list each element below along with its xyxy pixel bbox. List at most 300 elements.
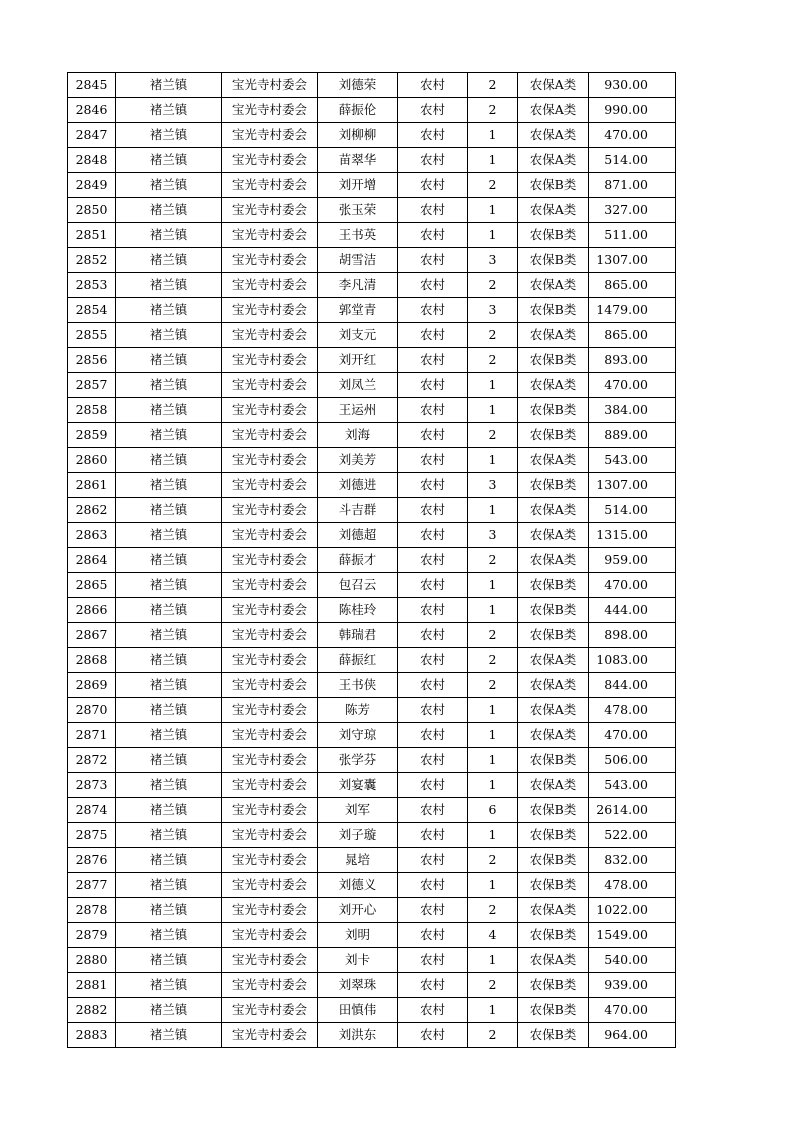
cell-town: 褚兰镇 [116, 948, 222, 973]
cell-household-type: 农村 [398, 98, 468, 123]
cell-town: 褚兰镇 [116, 98, 222, 123]
cell-household-type: 农村 [398, 898, 468, 923]
cell-household-type: 农村 [398, 173, 468, 198]
table-row [68, 798, 676, 823]
cell-household-type: 农村 [398, 148, 468, 173]
cell-amount: 511.00 [589, 223, 676, 248]
cell-town: 褚兰镇 [116, 823, 222, 848]
cell-village-committee: 宝光寺村委会 [222, 298, 318, 323]
cell-household-type: 农村 [398, 273, 468, 298]
table-row [68, 848, 676, 873]
cell-town: 褚兰镇 [116, 648, 222, 673]
cell-recipient-name: 胡雪洁 [318, 248, 398, 273]
cell-village-committee: 宝光寺村委会 [222, 448, 318, 473]
cell-recipient-name: 刘柳柳 [318, 123, 398, 148]
cell-amount: 930.00 [589, 73, 676, 98]
cell-recipient-name: 刘洪东 [318, 1023, 398, 1048]
cell-village-committee: 宝光寺村委会 [222, 273, 318, 298]
table-row [68, 548, 676, 573]
cell-recipient-name: 张学芬 [318, 748, 398, 773]
cell-village-committee: 宝光寺村委会 [222, 373, 318, 398]
cell-household-size: 3 [468, 248, 518, 273]
cell-town: 褚兰镇 [116, 848, 222, 873]
cell-serial-number: 2849 [68, 173, 116, 198]
table-row [68, 73, 676, 98]
cell-household-size: 2 [468, 273, 518, 298]
cell-recipient-name: 刘美芳 [318, 448, 398, 473]
cell-amount: 384.00 [589, 398, 676, 423]
cell-household-type: 农村 [398, 873, 468, 898]
cell-town: 褚兰镇 [116, 773, 222, 798]
cell-recipient-name: 刘德进 [318, 473, 398, 498]
table-row [68, 898, 676, 923]
cell-recipient-name: 刘翠珠 [318, 973, 398, 998]
cell-household-type: 农村 [398, 773, 468, 798]
table-row [68, 948, 676, 973]
cell-recipient-name: 刘明 [318, 923, 398, 948]
cell-insurance-category: 农保B类 [518, 598, 589, 623]
table-row [68, 498, 676, 523]
cell-amount: 865.00 [589, 273, 676, 298]
cell-serial-number: 2861 [68, 473, 116, 498]
cell-recipient-name: 刘德超 [318, 523, 398, 548]
cell-village-committee: 宝光寺村委会 [222, 698, 318, 723]
cell-household-size: 1 [468, 198, 518, 223]
cell-recipient-name: 晁培 [318, 848, 398, 873]
cell-amount: 514.00 [589, 148, 676, 173]
cell-household-type: 农村 [398, 298, 468, 323]
cell-insurance-category: 农保A类 [518, 148, 589, 173]
cell-household-size: 1 [468, 598, 518, 623]
cell-village-committee: 宝光寺村委会 [222, 623, 318, 648]
cell-town: 褚兰镇 [116, 798, 222, 823]
table-row [68, 598, 676, 623]
cell-village-committee: 宝光寺村委会 [222, 348, 318, 373]
cell-recipient-name: 刘宴囊 [318, 773, 398, 798]
table-row [68, 623, 676, 648]
cell-household-size: 2 [468, 548, 518, 573]
cell-household-type: 农村 [398, 423, 468, 448]
cell-town: 褚兰镇 [116, 148, 222, 173]
cell-amount: 543.00 [589, 448, 676, 473]
cell-household-size: 2 [468, 348, 518, 373]
cell-amount: 540.00 [589, 948, 676, 973]
cell-recipient-name: 刘子璇 [318, 823, 398, 848]
cell-village-committee: 宝光寺村委会 [222, 498, 318, 523]
cell-amount: 1083.00 [589, 648, 676, 673]
cell-household-type: 农村 [398, 573, 468, 598]
cell-insurance-category: 农保A类 [518, 448, 589, 473]
cell-insurance-category: 农保B类 [518, 423, 589, 448]
cell-household-size: 1 [468, 373, 518, 398]
cell-serial-number: 2864 [68, 548, 116, 573]
cell-recipient-name: 韩瑞君 [318, 623, 398, 648]
cell-serial-number: 2846 [68, 98, 116, 123]
cell-serial-number: 2877 [68, 873, 116, 898]
cell-insurance-category: 农保A类 [518, 548, 589, 573]
cell-town: 褚兰镇 [116, 298, 222, 323]
table-row [68, 473, 676, 498]
table-row [68, 1023, 676, 1048]
cell-village-committee: 宝光寺村委会 [222, 398, 318, 423]
cell-village-committee: 宝光寺村委会 [222, 248, 318, 273]
cell-household-size: 2 [468, 323, 518, 348]
cell-town: 褚兰镇 [116, 248, 222, 273]
cell-insurance-category: 农保B类 [518, 748, 589, 773]
cell-insurance-category: 农保B类 [518, 848, 589, 873]
cell-town: 褚兰镇 [116, 573, 222, 598]
cell-town: 褚兰镇 [116, 198, 222, 223]
cell-serial-number: 2865 [68, 573, 116, 598]
cell-amount: 1315.00 [589, 523, 676, 548]
cell-amount: 865.00 [589, 323, 676, 348]
cell-town: 褚兰镇 [116, 923, 222, 948]
cell-village-committee: 宝光寺村委会 [222, 823, 318, 848]
cell-town: 褚兰镇 [116, 323, 222, 348]
cell-town: 褚兰镇 [116, 698, 222, 723]
cell-insurance-category: 农保A类 [518, 773, 589, 798]
cell-serial-number: 2859 [68, 423, 116, 448]
cell-village-committee: 宝光寺村委会 [222, 423, 318, 448]
cell-village-committee: 宝光寺村委会 [222, 923, 318, 948]
cell-household-size: 1 [468, 748, 518, 773]
cell-household-type: 农村 [398, 648, 468, 673]
cell-household-type: 农村 [398, 73, 468, 98]
cell-insurance-category: 农保B类 [518, 573, 589, 598]
cell-village-committee: 宝光寺村委会 [222, 748, 318, 773]
cell-household-size: 1 [468, 948, 518, 973]
cell-town: 褚兰镇 [116, 373, 222, 398]
cell-recipient-name: 刘支元 [318, 323, 398, 348]
cell-amount: 506.00 [589, 748, 676, 773]
table-row [68, 873, 676, 898]
cell-village-committee: 宝光寺村委会 [222, 198, 318, 223]
cell-town: 褚兰镇 [116, 748, 222, 773]
cell-household-size: 2 [468, 648, 518, 673]
cell-amount: 1022.00 [589, 898, 676, 923]
cell-village-committee: 宝光寺村委会 [222, 173, 318, 198]
cell-amount: 470.00 [589, 998, 676, 1023]
cell-village-committee: 宝光寺村委会 [222, 473, 318, 498]
cell-serial-number: 2880 [68, 948, 116, 973]
cell-amount: 444.00 [589, 598, 676, 623]
cell-serial-number: 2882 [68, 998, 116, 1023]
cell-recipient-name: 陈桂玲 [318, 598, 398, 623]
cell-recipient-name: 陈芳 [318, 698, 398, 723]
cell-town: 褚兰镇 [116, 673, 222, 698]
cell-serial-number: 2853 [68, 273, 116, 298]
cell-town: 褚兰镇 [116, 273, 222, 298]
cell-household-type: 农村 [398, 323, 468, 348]
cell-serial-number: 2875 [68, 823, 116, 848]
cell-recipient-name: 刘开心 [318, 898, 398, 923]
table-row [68, 698, 676, 723]
cell-town: 褚兰镇 [116, 498, 222, 523]
cell-amount: 514.00 [589, 498, 676, 523]
cell-town: 褚兰镇 [116, 448, 222, 473]
cell-household-type: 农村 [398, 798, 468, 823]
table-row [68, 573, 676, 598]
cell-village-committee: 宝光寺村委会 [222, 848, 318, 873]
cell-insurance-category: 农保B类 [518, 798, 589, 823]
cell-insurance-category: 农保B类 [518, 398, 589, 423]
cell-household-size: 1 [468, 873, 518, 898]
cell-household-type: 农村 [398, 923, 468, 948]
cell-insurance-category: 农保A类 [518, 898, 589, 923]
cell-household-type: 农村 [398, 398, 468, 423]
relief-roster-table [67, 72, 676, 1048]
cell-amount: 964.00 [589, 1023, 676, 1048]
cell-household-type: 农村 [398, 498, 468, 523]
cell-town: 褚兰镇 [116, 73, 222, 98]
table-row [68, 773, 676, 798]
cell-serial-number: 2876 [68, 848, 116, 873]
cell-household-type: 农村 [398, 248, 468, 273]
cell-household-size: 2 [468, 673, 518, 698]
cell-recipient-name: 薛振红 [318, 648, 398, 673]
cell-recipient-name: 薛振才 [318, 548, 398, 573]
cell-household-type: 农村 [398, 723, 468, 748]
cell-household-size: 2 [468, 423, 518, 448]
cell-insurance-category: 农保A类 [518, 273, 589, 298]
cell-serial-number: 2854 [68, 298, 116, 323]
cell-household-type: 农村 [398, 848, 468, 873]
cell-serial-number: 2857 [68, 373, 116, 398]
cell-household-type: 农村 [398, 823, 468, 848]
cell-amount: 2614.00 [589, 798, 676, 823]
cell-town: 褚兰镇 [116, 1023, 222, 1048]
cell-serial-number: 2868 [68, 648, 116, 673]
cell-serial-number: 2874 [68, 798, 116, 823]
cell-serial-number: 2860 [68, 448, 116, 473]
cell-serial-number: 2845 [68, 73, 116, 98]
table-row [68, 998, 676, 1023]
cell-amount: 871.00 [589, 173, 676, 198]
cell-household-type: 农村 [398, 948, 468, 973]
cell-household-size: 4 [468, 923, 518, 948]
cell-recipient-name: 刘凤兰 [318, 373, 398, 398]
cell-recipient-name: 斗吉群 [318, 498, 398, 523]
table-row [68, 148, 676, 173]
cell-serial-number: 2858 [68, 398, 116, 423]
cell-amount: 470.00 [589, 723, 676, 748]
cell-amount: 893.00 [589, 348, 676, 373]
cell-serial-number: 2856 [68, 348, 116, 373]
cell-recipient-name: 李凡清 [318, 273, 398, 298]
cell-household-size: 1 [468, 998, 518, 1023]
cell-household-type: 农村 [398, 548, 468, 573]
cell-town: 褚兰镇 [116, 548, 222, 573]
cell-serial-number: 2883 [68, 1023, 116, 1048]
cell-household-size: 2 [468, 73, 518, 98]
cell-town: 褚兰镇 [116, 598, 222, 623]
cell-village-committee: 宝光寺村委会 [222, 573, 318, 598]
cell-village-committee: 宝光寺村委会 [222, 73, 318, 98]
cell-insurance-category: 农保B类 [518, 923, 589, 948]
cell-insurance-category: 农保A类 [518, 698, 589, 723]
cell-town: 褚兰镇 [116, 898, 222, 923]
table-row [68, 398, 676, 423]
table-row [68, 273, 676, 298]
cell-town: 褚兰镇 [116, 473, 222, 498]
cell-town: 褚兰镇 [116, 873, 222, 898]
cell-household-type: 农村 [398, 748, 468, 773]
cell-insurance-category: 农保A类 [518, 98, 589, 123]
cell-insurance-category: 农保A类 [518, 673, 589, 698]
cell-amount: 522.00 [589, 823, 676, 848]
cell-village-committee: 宝光寺村委会 [222, 773, 318, 798]
cell-serial-number: 2851 [68, 223, 116, 248]
cell-household-type: 农村 [398, 198, 468, 223]
cell-serial-number: 2872 [68, 748, 116, 773]
cell-village-committee: 宝光寺村委会 [222, 223, 318, 248]
cell-amount: 470.00 [589, 123, 676, 148]
cell-town: 褚兰镇 [116, 123, 222, 148]
cell-insurance-category: 农保B类 [518, 473, 589, 498]
cell-amount: 898.00 [589, 623, 676, 648]
cell-recipient-name: 苗翠华 [318, 148, 398, 173]
cell-household-size: 2 [468, 973, 518, 998]
cell-insurance-category: 农保B类 [518, 298, 589, 323]
cell-amount: 470.00 [589, 373, 676, 398]
cell-household-size: 3 [468, 523, 518, 548]
cell-village-committee: 宝光寺村委会 [222, 148, 318, 173]
cell-household-size: 1 [468, 123, 518, 148]
cell-recipient-name: 刘守琼 [318, 723, 398, 748]
table-row [68, 323, 676, 348]
cell-amount: 1479.00 [589, 298, 676, 323]
table-row [68, 923, 676, 948]
cell-recipient-name: 王书英 [318, 223, 398, 248]
cell-insurance-category: 农保B类 [518, 623, 589, 648]
table-row [68, 373, 676, 398]
cell-household-type: 农村 [398, 623, 468, 648]
cell-town: 褚兰镇 [116, 973, 222, 998]
cell-serial-number: 2848 [68, 148, 116, 173]
cell-village-committee: 宝光寺村委会 [222, 723, 318, 748]
cell-village-committee: 宝光寺村委会 [222, 323, 318, 348]
cell-village-committee: 宝光寺村委会 [222, 798, 318, 823]
relief-roster-table-container [67, 72, 676, 1048]
cell-insurance-category: 农保B类 [518, 873, 589, 898]
cell-town: 褚兰镇 [116, 998, 222, 1023]
cell-serial-number: 2878 [68, 898, 116, 923]
cell-insurance-category: 农保A类 [518, 948, 589, 973]
cell-village-committee: 宝光寺村委会 [222, 898, 318, 923]
cell-serial-number: 2862 [68, 498, 116, 523]
cell-serial-number: 2869 [68, 673, 116, 698]
cell-household-size: 1 [468, 148, 518, 173]
cell-serial-number: 2879 [68, 923, 116, 948]
cell-recipient-name: 田慎伟 [318, 998, 398, 1023]
table-row [68, 448, 676, 473]
cell-amount: 832.00 [589, 848, 676, 873]
cell-household-size: 3 [468, 298, 518, 323]
cell-insurance-category: 农保A类 [518, 523, 589, 548]
cell-household-size: 2 [468, 848, 518, 873]
cell-household-size: 1 [468, 723, 518, 748]
cell-serial-number: 2863 [68, 523, 116, 548]
cell-household-type: 农村 [398, 448, 468, 473]
cell-household-type: 农村 [398, 998, 468, 1023]
cell-village-committee: 宝光寺村委会 [222, 123, 318, 148]
cell-recipient-name: 刘卡 [318, 948, 398, 973]
cell-household-size: 6 [468, 798, 518, 823]
cell-household-type: 农村 [398, 673, 468, 698]
table-row [68, 673, 676, 698]
cell-insurance-category: 农保B类 [518, 223, 589, 248]
cell-household-type: 农村 [398, 348, 468, 373]
cell-household-type: 农村 [398, 523, 468, 548]
table-row [68, 823, 676, 848]
cell-amount: 1307.00 [589, 473, 676, 498]
table-body [68, 73, 676, 1048]
cell-household-type: 农村 [398, 473, 468, 498]
table-row [68, 973, 676, 998]
cell-household-type: 农村 [398, 598, 468, 623]
cell-insurance-category: 农保A类 [518, 323, 589, 348]
cell-insurance-category: 农保B类 [518, 348, 589, 373]
cell-amount: 844.00 [589, 673, 676, 698]
table-row [68, 298, 676, 323]
cell-household-size: 1 [468, 448, 518, 473]
cell-town: 褚兰镇 [116, 348, 222, 373]
cell-household-type: 农村 [398, 973, 468, 998]
cell-insurance-category: 农保A类 [518, 373, 589, 398]
cell-town: 褚兰镇 [116, 173, 222, 198]
cell-serial-number: 2871 [68, 723, 116, 748]
cell-serial-number: 2870 [68, 698, 116, 723]
cell-amount: 889.00 [589, 423, 676, 448]
table-row [68, 648, 676, 673]
cell-town: 褚兰镇 [116, 223, 222, 248]
cell-amount: 478.00 [589, 873, 676, 898]
cell-serial-number: 2847 [68, 123, 116, 148]
cell-household-size: 1 [468, 398, 518, 423]
cell-village-committee: 宝光寺村委会 [222, 523, 318, 548]
cell-insurance-category: 农保A类 [518, 498, 589, 523]
cell-village-committee: 宝光寺村委会 [222, 1023, 318, 1048]
cell-insurance-category: 农保A类 [518, 648, 589, 673]
cell-village-committee: 宝光寺村委会 [222, 998, 318, 1023]
cell-household-size: 2 [468, 623, 518, 648]
cell-insurance-category: 农保B类 [518, 973, 589, 998]
table-row [68, 223, 676, 248]
cell-recipient-name: 刘德荣 [318, 73, 398, 98]
cell-household-size: 2 [468, 898, 518, 923]
cell-household-size: 1 [468, 498, 518, 523]
cell-serial-number: 2855 [68, 323, 116, 348]
cell-household-size: 1 [468, 698, 518, 723]
cell-amount: 959.00 [589, 548, 676, 573]
table-row [68, 723, 676, 748]
cell-village-committee: 宝光寺村委会 [222, 648, 318, 673]
cell-town: 褚兰镇 [116, 623, 222, 648]
cell-town: 褚兰镇 [116, 523, 222, 548]
cell-insurance-category: 农保B类 [518, 173, 589, 198]
cell-recipient-name: 包召云 [318, 573, 398, 598]
cell-village-committee: 宝光寺村委会 [222, 548, 318, 573]
cell-amount: 990.00 [589, 98, 676, 123]
cell-village-committee: 宝光寺村委会 [222, 948, 318, 973]
cell-household-type: 农村 [398, 373, 468, 398]
cell-household-type: 农村 [398, 223, 468, 248]
cell-village-committee: 宝光寺村委会 [222, 598, 318, 623]
cell-household-size: 2 [468, 173, 518, 198]
cell-insurance-category: 农保B类 [518, 248, 589, 273]
cell-recipient-name: 刘德义 [318, 873, 398, 898]
table-row [68, 248, 676, 273]
